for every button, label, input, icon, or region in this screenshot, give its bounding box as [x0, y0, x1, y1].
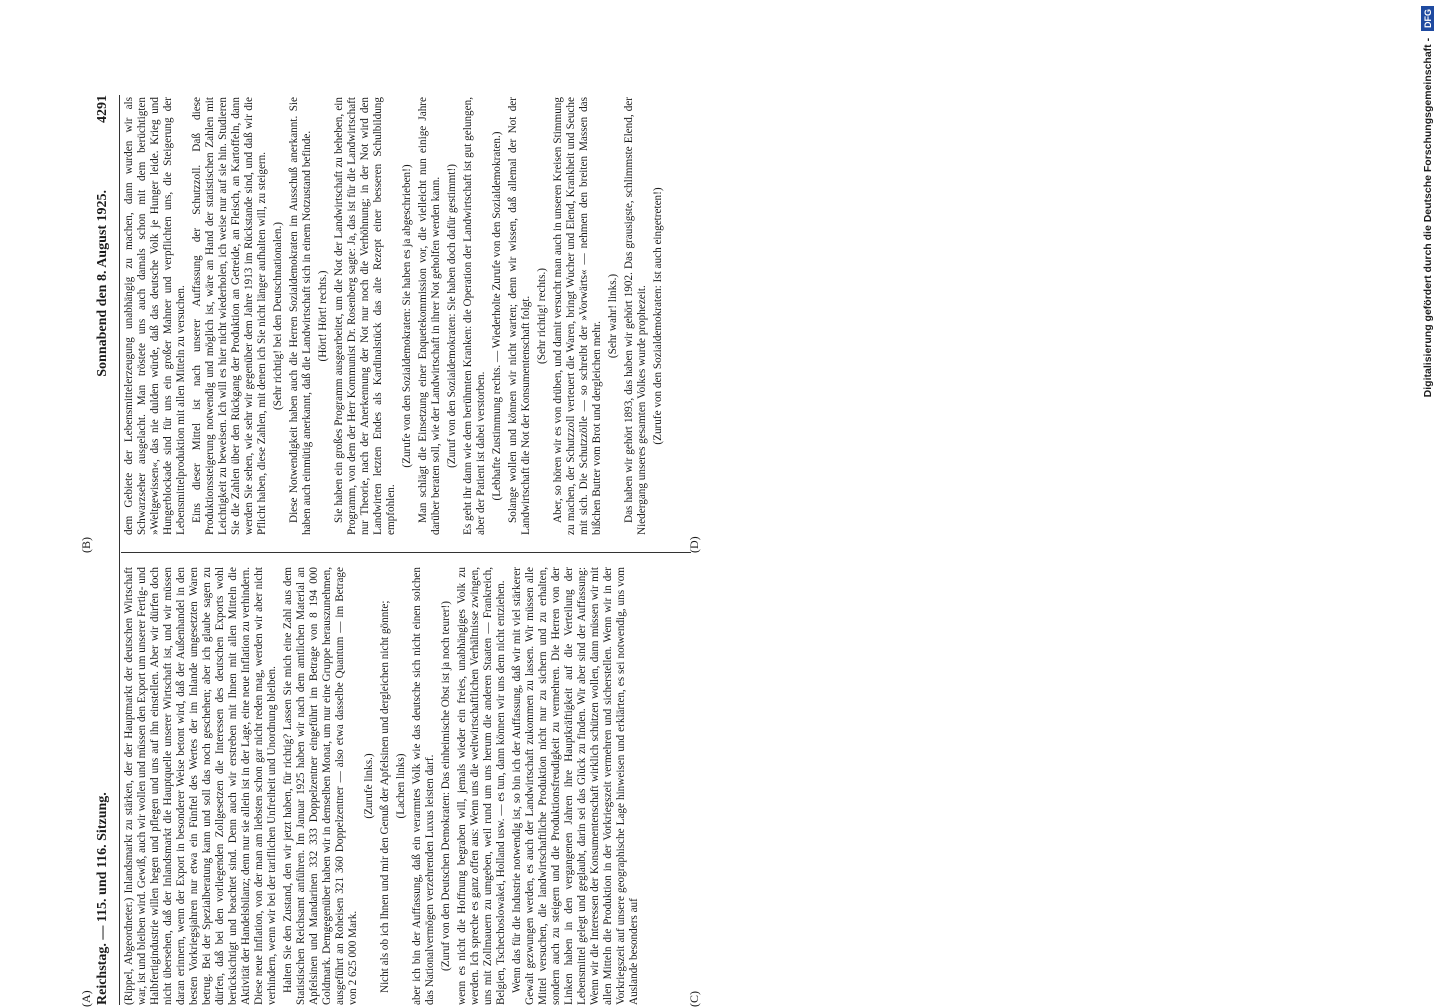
paragraph: Das haben wir gehört 1893, das haben wir gehört 1902. Das grausigste, schlimmste Elend, der Niedergang unseres gesamten Volkes wurde prophezeit.	[623, 97, 648, 535]
paragraph: Wenn das für die Industrie notwendig ist, so bin ich der Auffassung, daß wir mit viel stärkerer Gewalt gezwungen werden, es auch der Landwirtschaft zukommen zu lassen. Wir müssen alle Mittel versuchen, die landwirtschaftliche Produktion nicht nur zu sichern und zu erhalten, sondern auch zu steigern und die Produktionsfreudigkeit zu vermehren. Die Herren von der Linken haben in den vergangenen Jahren ihre Hauptkräftigkeit auf die Verteilung der Lebensmittel gelegt und geglaubt, darin sei das Glück zu finden. Wir aber sind der Auffassung: Wenn wir die Interessen der Konsumentenschaft wirklich schützen wollen, dann müssen wir mit allen Mitteln die Produktion in der Vorkriegszeit vermehren und sicherstellen. Wenn wir in der Vorkriegszeit auf unsere geographische Lage hinweisen und erklärten, es sei notwendig, uns vom Auslande besonders auf	[511, 567, 640, 1005]
paragraph: Man schlägt die Einsetzung einer Enquetekommission vor, die vielleicht nun einige Jahre darüber beraten soll, wie der Landwirtschaft in ihrer Not geholfen werden kann.	[417, 97, 442, 535]
margin-mark-c: (C)	[687, 991, 701, 1007]
header-date: Sonnabend den 8. August 1925.	[95, 190, 110, 377]
column-divider	[121, 552, 691, 553]
interjection: (Zuruf von den Sozialdemokraten: Sie haben doch dafür gestimmt!)	[446, 164, 458, 468]
paragraph: Eins dieser Mittel ist nach unserer Auffassung der Schutzzoll. Daß diese Produktionssteigerung notwendig und möglich ist, wäre an Hand der statistischen Zahlen mit Leichtigkeit zu beweisen. Ich will es hier nicht wiederholen, ich weise nur auf sie hin. Studieren Sie die Zahlen über den Rückgang der Produktion an Getreide, an Fleisch, an Kartoffeln, dann werden Sie sehen, wie sehr wir gegenüber dem Jahre 1913 im Rückstande sind, und daß wir die Pflicht haben, diese Zahlen, mit denen ich Sie nicht länger aufhalten will, zu steigern.	[191, 97, 268, 535]
paragraph: wenn es nicht die Hoffnung begraben will, jemals wieder ein freies, unabhängiges Volk zu werden. Ich spreche es ganz offen aus: Wenn uns die weltwirtschaftlichen Verhältnisse zwingen, uns mit Zollmauern zu umgeben, weil rund um uns herum die anderen Staaten — Frankreich, Belgien, Tschechoslowakei, Holland usw. — es tun, dann können wir uns dem nicht entziehen.	[456, 567, 507, 1005]
page-number: 4291	[95, 95, 110, 123]
interjection: (Sehr wahr! links.)	[607, 273, 619, 359]
interjection: (Sehr richtig! rechts.)	[536, 268, 548, 364]
margin-mark-a: (A)	[79, 990, 93, 1007]
interjection: (Zurufe links.)	[363, 753, 375, 819]
interjection: (Sehr richtig! bei den Deutschnationalen.)	[272, 222, 284, 410]
paragraph: Solange wollen und können wir nicht warten; denn wir wissen, daß allemal der Not der Landwirtschaft die Not der Konsumentenschaft folgt.	[507, 97, 532, 535]
digitization-sidebar	[1419, 6, 1434, 996]
interjection: (Zuruf von den Deutschen Demokraten: Das einheimische Obst ist ja noch teurer!)	[440, 601, 452, 972]
column-right	[123, 97, 691, 535]
interjection: (Zurufe von den Sozialdemokraten: Ist auch eingetreten!)	[652, 187, 664, 445]
header-left: Reichstag. — 115. und 116. Sitzung.	[95, 792, 110, 1005]
paragraph: dem Gebiete der Lebensmittelerzeugung unabhängig zu machen, dann wurden wir als Schwarzseher ausgelacht. Man tröstete uns auch damals schon mit dem berüchtigten »Weltgewissen«, das nie dulden würde, daß das deutsche Volk je Hunger leide. Krieg und Hungerblockade sind für uns ein großer Mahner und verpflichten uns, die Steigerung der Lebensmittelproduktion mit allen Mitteln zu versuchen.	[123, 97, 187, 535]
paragraph: Diese Notwendigkeit haben auch die Herren Sozialdemokraten im Ausschuß anerkannt. Sie haben auch einmütig anerkannt, daß die Landwirtschaft sich in einem Notzustand befinde.	[288, 97, 313, 535]
paragraph: Sie haben ein großes Programm ausgearbeitet, um die Not der Landwirtschaft zu beheben, ein Programm, von dem der Herr Kommunist Dr. Rosenberg sagte: Ja, das ist für die Landwirtschaft nur Theorie, nach der Anerkennung der Not nur noch die Verhöhnung; in der Not wird den Landwirten letzten Endes als Kardinalstück das alte Rezept einer besseren Schulbildung empfohlen.	[333, 97, 397, 535]
dfg-logo: DFG	[1421, 6, 1434, 31]
interjection: (Lebhafte Zustimmung rechts. — Wiederholte Zurufe von den Sozialdemokraten.)	[491, 131, 503, 501]
header-right	[95, 95, 111, 377]
interjection: (Hört! Hört! rechts.)	[317, 270, 329, 362]
header-rule	[119, 95, 120, 1005]
paragraph: (Rippel, Abgeordneter.) Inlandsmarkt zu stärken, der der Hauptmarkt der deutschen Wirtschaft war, ist und bleiben wird. Gewiß, auch wir wollen und müssen den Export um unserer Fertig- und Halbfertigindustrie willen hegen und pflegen und uns auf ihn einstellen. Aber wir dürfen doch nicht übersehen, daß der Inlandsmarkt die Hauptquelle unserer Wirtschaft ist, und wir müssen daran erinnern, wenn der Export in besonderer Weise betont wird, daß der Außenhandel in den besten Vorkriegsjahren nur etwa ein Fünftel des Wertes der im Inlande umgesetzten Waren betrug. Bei der Spezialberatung kann und soll das noch geschehen; aber ich glaube sagen zu dürfen, daß bei den vorliegenden Zollgesetzen die Interessen des deutschen Exports wohl berücksichtigt und beachtet sind. Denn auch wir erstreben mit Ihnen mit allen Mitteln die Aktivität der Handelsbilanz; denn nur sie allein ist in der Lage, eine neue Inflation zu verhindern. Diese neue Inflation, von der man am liebsten schon gar nicht reden mag, werden wir aber nicht verhindern, wenn wir bei der tariflichen Unfreiheit und Unordnung bleiben.	[123, 567, 278, 1005]
rotated-page	[79, 95, 701, 1007]
column-left	[123, 567, 691, 1005]
paragraph: Es geht ihr dann wie dem berühmten Kranken: die Operation der Landwirtschaft ist gut gelungen, aber der Patient ist dabei verstorben.	[462, 97, 487, 535]
paragraph: Nicht als ob ich Ihnen und mir den Genuß der Apfelsinen und dergleichen nicht gönnte;	[379, 600, 391, 993]
paragraph: Halten Sie den Zustand, den wir jetzt haben, für richtig? Lassen Sie mich eine Zahl aus dem Statistischen Reichsamt anführen. Im Januar 1925 haben wir nach dem amtlichen Material an Apfelsinen und Mandarinen 332 333 Doppelzentner eingeführt im Betrage von 8 194 000 Goldmark. Demgegenüber haben wir in demselben Monat, um nur eine Gruppe herauszunehmen, ausgeführt an Roheisen 321 360 Doppelzentner — also etwa dasselbe Quantum — im Betrage von 2 625 000 Mark.	[282, 567, 359, 1005]
paragraph: Aber, so hören wir es von drüben, und damit versucht man auch in unseren Kreisen Stimmung zu machen, der Schutzzoll verteuert die Waren, bringt Wucher und Elend, Krankheit und Seuche mit sich. Die Schutzzölle — so schreibt der »Vorwärts« — nehmen den breiten Massen das bißchen Butter vom Brot und dergleichen mehr.	[552, 97, 603, 535]
margin-mark-b: (B)	[79, 537, 93, 553]
paragraph: aber ich bin der Auffassung, daß ein verarmtes Volk wie das deutsche sich nicht einen solchen das Nationalvermögen verzehrenden Luxus leisten darf.	[411, 567, 436, 1005]
sidebar-text: Digitalisierung gefördert durch die Deutsche Forschungsgemeinschaft -	[1422, 37, 1434, 398]
interjection: (Zurufe von den Sozialdemokraten: Sie haben es ja abgeschrieben!)	[401, 164, 413, 468]
margin-mark-d: (D)	[687, 536, 701, 553]
page-header	[95, 95, 119, 1005]
interjection: (Lachen links)	[395, 753, 407, 819]
